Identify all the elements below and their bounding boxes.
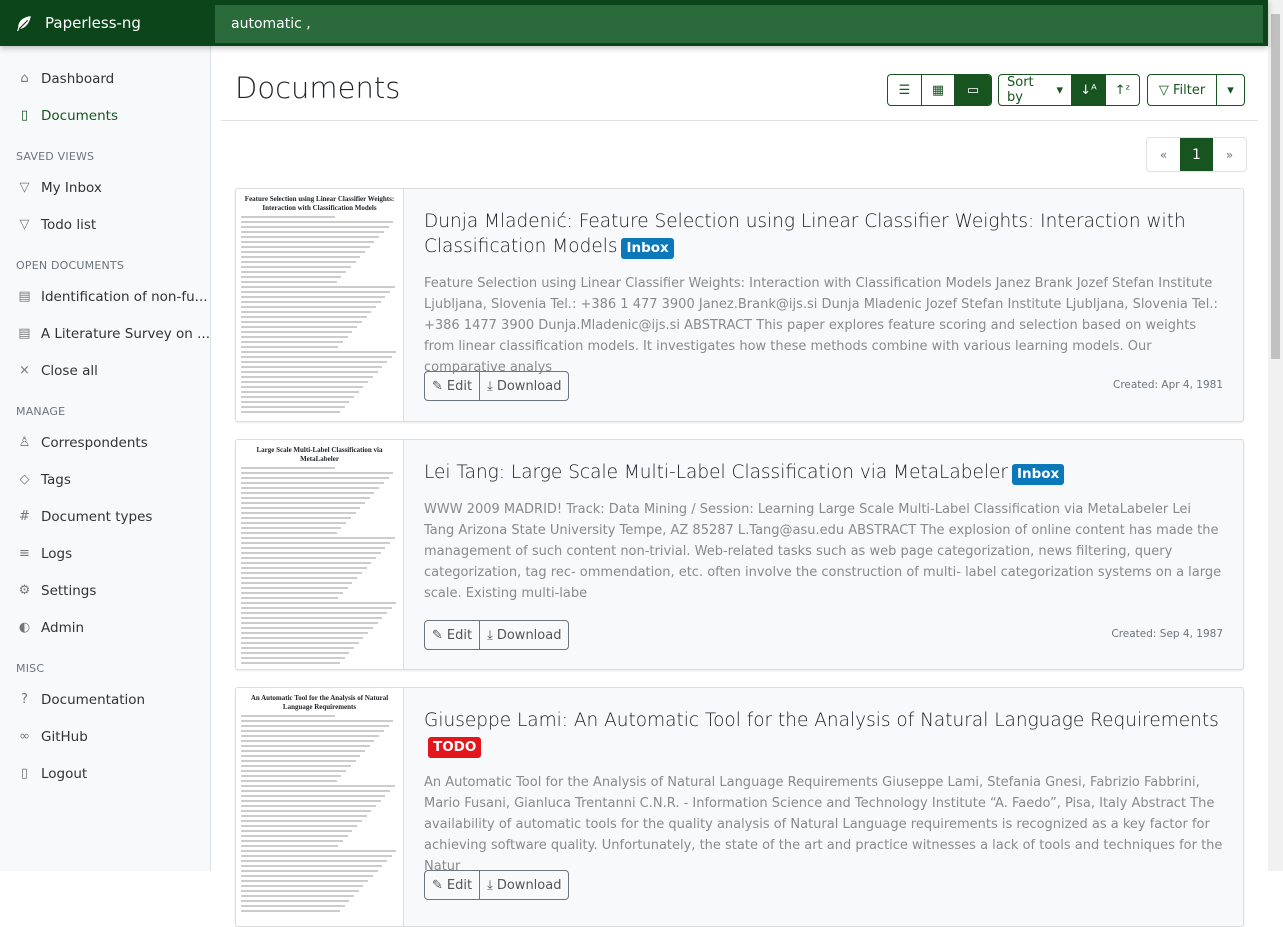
sidebar-item-label: Tags <box>41 471 71 488</box>
sidebar-item-label: Documents <box>41 107 118 124</box>
filter-button[interactable] <box>1148 75 1217 105</box>
thumbnail-line <box>241 860 387 862</box>
thumbnail-line <box>241 406 345 408</box>
thumbnail-line <box>241 472 393 474</box>
scrollbar[interactable] <box>1268 0 1283 871</box>
thumbnail-line <box>241 642 359 644</box>
thumbnail-line <box>241 617 382 619</box>
thumbnail-line <box>241 825 357 827</box>
gear-icon: ⚙ <box>18 583 31 598</box>
pencil-icon: ✎ <box>432 877 443 893</box>
sidebar-item-label: Todo list <box>41 216 97 233</box>
pencil-icon: ✎ <box>432 378 443 394</box>
thumbnail-line <box>241 567 367 569</box>
thumbnail-line <box>241 895 354 897</box>
thumbnail-line <box>241 662 340 664</box>
document-title[interactable] <box>424 209 1223 259</box>
list-icon: ☰ <box>898 82 911 98</box>
thumbnail-line <box>241 487 379 489</box>
thumbnail-line <box>241 492 374 494</box>
funnel-icon: ▽ <box>19 217 30 232</box>
document-card <box>235 439 1244 670</box>
thumbnail-line <box>241 845 338 847</box>
thumbnail-line <box>241 622 378 624</box>
sidebar-item-label: My Inbox <box>41 179 102 196</box>
thumbnail-line <box>241 627 373 629</box>
thumbnail-line <box>241 386 363 388</box>
scrollbar-thumb[interactable] <box>1271 14 1280 359</box>
thumbnail-line <box>241 226 389 228</box>
thumbnail-line <box>241 820 362 822</box>
page-next[interactable]: » <box>1225 147 1234 162</box>
download-label: Download <box>496 877 562 893</box>
thumbnail-line <box>241 296 385 298</box>
sort-descending-button[interactable] <box>1106 75 1139 105</box>
edit-label: Edit <box>446 627 473 643</box>
document-actions <box>424 620 569 650</box>
thumbnail-line <box>241 507 360 509</box>
thumbnail-line <box>241 910 340 912</box>
thumbnail-line <box>241 311 371 313</box>
thumbnail-line <box>241 341 343 343</box>
created-date: Created: Apr 4, 1981 <box>1112 379 1223 391</box>
thumbnail-line <box>241 221 393 223</box>
document-actions <box>424 371 569 401</box>
edit-button[interactable] <box>425 621 480 649</box>
sidebar-item-logs[interactable] <box>0 535 210 572</box>
sidebar-item-open-doc-2[interactable] <box>0 315 210 352</box>
thumbnail-line <box>241 572 362 574</box>
thumbnail-line <box>241 720 393 722</box>
question-circle-icon: ? <box>21 692 28 707</box>
thumbnail-line <box>241 376 373 378</box>
door-icon: ▯ <box>20 766 29 781</box>
person-icon: ♙ <box>18 435 31 450</box>
app-name: Paperless-ng <box>45 14 141 32</box>
tag-badge[interactable]: Inbox <box>621 238 673 259</box>
thumbnail-line <box>241 236 379 238</box>
page-1[interactable]: 1 <box>1180 138 1213 171</box>
thumbnail-line <box>241 411 340 413</box>
sidebar-item-label: GitHub <box>41 728 88 745</box>
thumbnail-line <box>241 577 357 579</box>
sidebar-item-documentation[interactable] <box>0 681 210 718</box>
sort-group <box>998 74 1140 106</box>
thumbnail-line <box>241 497 370 499</box>
sort-ascending-button[interactable] <box>1072 75 1106 105</box>
thumbnail-line <box>241 532 337 534</box>
thumbnail-line <box>241 261 356 263</box>
sidebar-item-close-all[interactable] <box>0 352 210 389</box>
thumbnail-line <box>241 301 381 303</box>
thumbnail-line <box>241 291 390 293</box>
divider <box>221 120 1258 121</box>
leaf-icon <box>16 15 33 32</box>
sidebar-item-admin[interactable] <box>0 609 210 646</box>
sidebar-item-todo-list[interactable] <box>0 206 210 243</box>
sidebar-item-label: Document types <box>41 508 153 525</box>
thumbnail-line <box>241 592 343 594</box>
thumbnail-line <box>241 850 396 852</box>
thumbnail-line <box>241 755 360 757</box>
thumbnail-line <box>241 542 390 544</box>
thumbnail-line <box>241 870 378 872</box>
thumbnail-line <box>241 381 368 383</box>
sidebar-item-label: Identification of non-fu... <box>41 288 208 305</box>
thumbnail-line <box>241 321 362 323</box>
document-thumbnail[interactable] <box>236 189 404 421</box>
document-thumbnail[interactable] <box>236 440 404 669</box>
thumbnail-line <box>241 900 349 902</box>
search-value: automatic , <box>231 16 311 32</box>
sidebar <box>0 46 211 871</box>
thumbnail-title: Large Scale Multi-Label Classification via MetaLabeler <box>256 446 383 463</box>
text-left-icon: ≡ <box>19 546 30 561</box>
thumbnail-line <box>241 750 365 752</box>
thumbnail-line <box>241 256 360 258</box>
toggles-icon: ◐ <box>18 620 31 635</box>
pencil-icon: ✎ <box>432 627 443 643</box>
download-label: Download <box>496 378 562 394</box>
document-title-text: Lei Tang: Large Scale Multi-Label Classification via MetaLabeler <box>424 462 1008 483</box>
funnel-icon: ▽ <box>1158 82 1169 98</box>
thumbnail-line <box>241 780 337 782</box>
thumbnail-line <box>241 271 346 273</box>
view-large-cards-button[interactable] <box>955 75 991 105</box>
thumbnail-line <box>241 276 341 278</box>
document-content: WWW 2009 MADRID! Track: Data Mining / Session: Learning Large Scale Multi-Label Classification via MetaLabeler Lei Tang Arizona State University Tempe, AZ 85287 L.Tang@asu.edu ABSTRACT The explosion of online content has made the management of such content non-trivial. Web-related tasks such as web page categorization, news filtering, query categorization, tag rec- ommendation, etc. often involve the construction of multi- label categorization systems on a large scale. Existing multi-labe <box>424 502 1222 601</box>
thumbnail-line <box>241 336 348 338</box>
sidebar-item-logout[interactable] <box>0 755 210 792</box>
thumbnail-line <box>241 715 335 717</box>
page-title: Documents <box>235 71 401 105</box>
house-icon: ⌂ <box>20 71 29 86</box>
thumbnail-line <box>241 396 354 398</box>
thumbnail-line <box>241 612 387 614</box>
thumbnail-line <box>241 246 370 248</box>
sidebar-item-label: Close all <box>41 362 98 379</box>
sidebar-item-open-doc-1[interactable] <box>0 278 210 315</box>
thumbnail-line <box>241 637 363 639</box>
open-documents-heading: OPEN DOCUMENTS <box>16 259 124 272</box>
tag-badge[interactable]: Inbox <box>1012 464 1064 485</box>
thumbnail-line <box>241 216 335 218</box>
edit-label: Edit <box>446 378 473 394</box>
view-small-cards-button[interactable] <box>922 75 955 105</box>
thumbnail-line <box>241 745 370 747</box>
thumbnail-line <box>241 231 384 233</box>
sidebar-item-dashboard[interactable] <box>0 60 210 97</box>
thumbnail-line <box>241 905 345 907</box>
thumbnail-line <box>241 361 387 363</box>
thumbnail-line <box>241 286 395 288</box>
edit-label: Edit <box>446 877 473 893</box>
thumbnail-line <box>241 266 351 268</box>
thumbnail-line <box>241 790 390 792</box>
filter-group <box>1147 74 1245 106</box>
thumbnail-line <box>241 356 392 358</box>
thumbnail-line <box>241 326 357 328</box>
sidebar-item-label: Correspondents <box>41 434 148 451</box>
document-title-text: Giuseppe Lami: An Automatic Tool for the Analysis of Natural Language Requirements <box>424 710 1219 731</box>
thumbnail-line <box>241 482 384 484</box>
tag-badge[interactable]: TODO <box>428 737 481 758</box>
thumbnail-line <box>241 785 395 787</box>
thumbnail-line <box>241 281 337 283</box>
document-content: Feature Selection using Linear Classifier Weights: Interaction with Classification Models Janez Brank Jozef Stefan Institute Ljubljana, Slovenia Tel.: +386 1 477 3900 Janez.Brank@ijs.si Dunja Mladenic Jozef Stefan Institute Ljubljana, Slovenia Tel.: +386 1477 3900 Dunja.Mladenic@ijs.si ABSTRACT This paper explores feature scoring and selection based on weights from linear classification models. It investigates how these methods combine with various learning models. Our comparative analys <box>424 276 1218 375</box>
tags-icon: ◇ <box>19 472 30 487</box>
thumbnail-line <box>241 880 368 882</box>
thumbnail-line <box>241 760 356 762</box>
thumbnail-line <box>241 632 368 634</box>
sidebar-item-label: Admin <box>41 619 85 636</box>
thumbnail-line <box>241 537 395 539</box>
thumbnail-line <box>241 855 392 857</box>
files-icon: ▯ <box>20 108 29 123</box>
thumbnail-line <box>241 815 367 817</box>
sidebar-item-document-types[interactable] <box>0 498 210 535</box>
sidebar-item-label: Logout <box>41 765 88 782</box>
thumbnail-line <box>241 552 381 554</box>
thumbnail-line <box>241 562 371 564</box>
thumbnail-line <box>241 800 381 802</box>
grid-icon: ▦ <box>931 82 945 98</box>
thumbnail-line <box>241 251 365 253</box>
thumbnail-line <box>241 602 396 604</box>
thumbnail-line <box>241 657 345 659</box>
thumbnail-line <box>241 517 351 519</box>
sidebar-item-label: Dashboard <box>41 70 115 87</box>
download-label: Download <box>496 627 562 643</box>
download-icon: ⤓ <box>487 378 493 394</box>
download-button[interactable] <box>480 871 568 899</box>
thumbnail-title: An Automatic Tool for the Analysis of Natural Language Requirements <box>250 694 389 711</box>
filter-label: Filter <box>1172 82 1206 98</box>
document-title[interactable] <box>424 708 1223 758</box>
thumbnail-line <box>241 770 346 772</box>
sidebar-item-correspondents[interactable] <box>0 424 210 461</box>
hash-icon: # <box>19 509 30 524</box>
document-actions <box>424 870 569 900</box>
thumbnail-line <box>241 371 378 373</box>
sidebar-item-label: Logs <box>41 545 73 562</box>
document-title[interactable] <box>424 460 1223 485</box>
thumbnail-line <box>241 795 385 797</box>
thumbnail-line <box>241 735 379 737</box>
rows-icon: ▭ <box>966 82 980 98</box>
created-date: Created: Sep 4, 1987 <box>1111 628 1223 640</box>
download-button[interactable] <box>480 372 568 400</box>
thumbnail-line <box>241 890 359 892</box>
sidebar-item-label: Documentation <box>41 691 146 708</box>
edit-button[interactable] <box>425 871 480 899</box>
link-icon: ∞ <box>19 729 30 744</box>
thumbnail-line <box>241 306 376 308</box>
manage-heading: MANAGE <box>16 405 66 418</box>
brand[interactable] <box>16 0 211 46</box>
document-thumbnail[interactable] <box>236 688 404 926</box>
thumbnail-line <box>241 522 346 524</box>
thumbnail-line <box>241 467 335 469</box>
thumbnail-line <box>241 725 389 727</box>
thumbnail-line <box>241 351 396 353</box>
saved-views-heading: SAVED VIEWS <box>16 150 95 163</box>
file-text-icon: ▤ <box>18 289 31 304</box>
thumbnail-line <box>241 477 389 479</box>
thumbnail-line <box>241 830 352 832</box>
pagination <box>1146 137 1247 172</box>
thumbnail-line <box>241 835 348 837</box>
thumbnail-line <box>241 391 359 393</box>
sort-alpha-down-icon: ↓ᴬ <box>1080 82 1097 98</box>
document-title-text: Dunja Mladenić: Feature Selection using Linear Classifier Weights: Interaction with Classification Models <box>424 211 1186 257</box>
document-card <box>235 188 1244 422</box>
thumbnail-line <box>241 865 382 867</box>
thumbnail-line <box>241 765 351 767</box>
sidebar-item-label: Settings <box>41 582 97 599</box>
thumbnail-line <box>241 885 363 887</box>
search-input[interactable] <box>215 5 1263 43</box>
document-content: An Automatic Tool for the Analysis of Natural Language Requirements Giuseppe Lami, Stefania Gnesi, Fabrizio Fabbrini, Mario Fusani, Gianluca Trentanni C.N.R. - Information Science and Technology Institute “A. Faedo”, Pisa, Italy Abstract The availability of automatic tools for the quality analysis of Natural Language requirements is recognized as a key factor for achieving software quality. Unfortunately, the state of the art and practice witnesses a lack of tools and techniques for the Natur <box>424 775 1223 874</box>
thumbnail-line <box>241 652 349 654</box>
thumbnail-line <box>241 366 382 368</box>
thumbnail-line <box>241 730 384 732</box>
thumbnail-line <box>241 775 341 777</box>
thumbnail-line <box>241 241 374 243</box>
thumbnail-line <box>241 316 367 318</box>
sidebar-item-my-inbox[interactable] <box>0 169 210 206</box>
thumbnail-line <box>241 810 371 812</box>
filter-dropdown-toggle[interactable] <box>1217 75 1244 105</box>
sidebar-item-label: A Literature Survey on ... <box>40 325 210 342</box>
edit-button[interactable] <box>425 372 480 400</box>
thumbnail-line <box>241 401 349 403</box>
sidebar-item-tags[interactable] <box>0 461 210 498</box>
sidebar-item-github[interactable] <box>0 718 210 755</box>
thumbnail-line <box>241 840 343 842</box>
page-prev[interactable]: « <box>1159 147 1168 162</box>
thumbnail-line <box>241 527 341 529</box>
download-icon: ⤓ <box>487 627 493 643</box>
x-icon: × <box>19 363 30 378</box>
thumbnail-line <box>241 512 356 514</box>
caret-down-icon: ▾ <box>1227 82 1234 98</box>
thumbnail-line <box>241 547 385 549</box>
top-navbar <box>0 0 1268 46</box>
thumbnail-line <box>241 647 354 649</box>
view-mode-group <box>887 74 992 106</box>
document-card <box>235 687 1244 927</box>
thumbnail-line <box>241 740 374 742</box>
thumbnail-line <box>241 607 392 609</box>
thumbnail-title: Feature Selection using Linear Classifier Weights: Interaction with Classification Models <box>244 195 395 212</box>
thumbnail-line <box>241 597 338 599</box>
sidebar-item-settings[interactable] <box>0 572 210 609</box>
thumbnail-line <box>241 587 348 589</box>
sort-by-dropdown[interactable]: Sort by ▾ <box>999 75 1072 105</box>
thumbnail-line <box>241 502 365 504</box>
sort-alpha-up-icon: ↑ᶻ <box>1114 82 1131 98</box>
thumbnail-line <box>241 331 352 333</box>
thumbnail-line <box>241 557 376 559</box>
view-list-button[interactable] <box>888 75 922 105</box>
misc-heading: MISC <box>16 662 45 675</box>
thumbnail-line <box>241 805 376 807</box>
download-button[interactable] <box>480 621 568 649</box>
file-text-icon: ▤ <box>18 326 31 341</box>
sort-label: Sort by <box>1007 75 1034 105</box>
funnel-icon: ▽ <box>19 180 30 195</box>
sidebar-item-documents[interactable] <box>0 97 210 134</box>
thumbnail-line <box>241 582 352 584</box>
thumbnail-line <box>241 346 338 348</box>
thumbnail-line <box>241 875 373 877</box>
download-icon: ⤓ <box>487 877 493 893</box>
